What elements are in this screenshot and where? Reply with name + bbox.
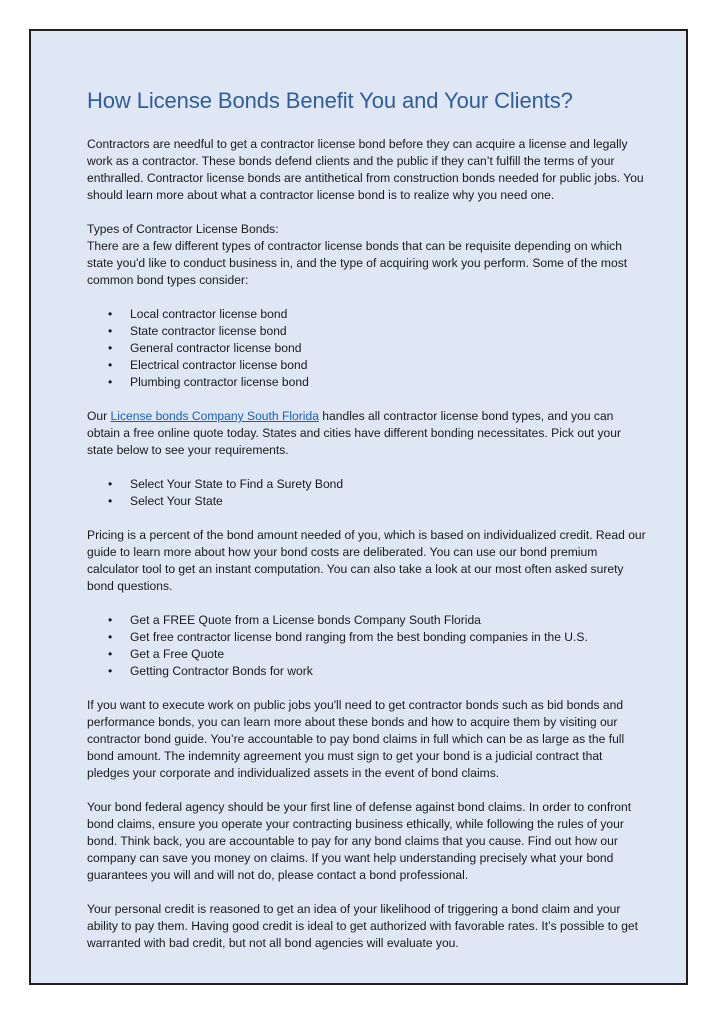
- credit-paragraph: Your personal credit is reasoned to get an idea of your likelihood of triggering a bond claim and your ability to pay them. Having good credit is ideal to get authorized with favorable rates. It’s possible to get warranted with bad credit, but not all bond agencies will evaluate you.: [87, 902, 639, 950]
- document-title: How License Bonds Benefit You and Your Clients?: [87, 88, 573, 113]
- quote-list: [87, 612, 647, 680]
- bullet-icon: •: [108, 477, 113, 491]
- list-item: • Electrical contractor license bond: [108, 358, 308, 372]
- bond-types-list: [87, 306, 647, 391]
- company-prefix: Our: [87, 409, 111, 423]
- bullet-icon: •: [108, 375, 113, 389]
- bullet-icon: •: [108, 358, 113, 372]
- public-jobs-paragraph: If you want to execute work on public jobs you'll need to get contractor bonds such as bid bonds and performance bonds, you can learn more about these bonds and how to acquire them by visiting our contractor bond guide. You’re accountable to pay bond claims in full which can be as large as the full bond amount. The indemnity agreement you must sign to get your bond is a judicial contract that pledges your corporate and individualized assets in the event of bond claims.: [87, 698, 625, 780]
- bullet-icon: •: [108, 307, 113, 321]
- company-suffix: handles all contractor license bond types, and you can obtain a free online quote today. States and cities have different bonding necessitates. Pick out your state below to see your requirements.: [87, 409, 622, 457]
- list-item: • Plumbing contractor license bond: [108, 375, 309, 389]
- document-content: [87, 86, 647, 969]
- agency-paragraph: Your bond federal agency should be your first line of defense against bond claims. In order to confront bond claims, ensure you operate your contracting business ethically, while following the rules of your bond. Think back, you are accountable to pay for any bond claims that you cause. Find out how our company can save you money on claims. If you want help understanding precisely what your bond guarantees you will and will not do, please contact a bond professional.: [87, 800, 632, 882]
- types-section: [87, 221, 647, 289]
- state-list: [87, 476, 647, 510]
- list-item: • Get a Free Quote: [108, 647, 225, 661]
- bullet-icon: •: [108, 647, 113, 661]
- pricing-paragraph: Pricing is a percent of the bond amount needed of you, which is based on individualized credit. Read our guide to learn more about how your bond costs are deliberated. You can use our bond premium calculator tool to get an instant computation. You can also take a look at our most often asked surety bond questions.: [87, 528, 646, 593]
- list-item: • Get a FREE Quote from a License bonds Company South Florida: [108, 613, 481, 627]
- bullet-icon: •: [108, 494, 113, 508]
- list-item: • Select Your State to Find a Surety Bond: [108, 477, 344, 491]
- company-link[interactable]: License bonds Company South Florida: [110, 409, 319, 423]
- types-heading: Types of Contractor License Bonds:: [87, 222, 279, 236]
- list-item: • Getting Contractor Bonds for work: [108, 664, 313, 678]
- intro-paragraph: Contractors are needful to get a contractor license bond before they can acquire a license and legally work as a contractor. These bonds defend clients and the public if they can’t fulfill the terms of your enthralled. Contractor license bonds are antithetical from construction bonds needed for public jobs. You should learn more about what a contractor license bond is to realize why you need one.: [87, 137, 644, 202]
- bullet-icon: •: [108, 613, 113, 627]
- bullet-icon: •: [108, 664, 113, 678]
- bullet-icon: •: [108, 630, 113, 644]
- list-item: • Get free contractor license bond ranging from the best bonding companies in the U.S.: [108, 630, 588, 644]
- list-item: • Select Your State: [108, 494, 223, 508]
- bullet-icon: •: [108, 341, 113, 355]
- company-paragraph: [87, 408, 647, 459]
- types-body: There are a few different types of contractor license bonds that can be requisite depending on which state you'd like to conduct business in, and the type of acquiring work you perform. Some of the most common bond types consider:: [87, 239, 628, 287]
- list-item: • Local contractor license bond: [108, 307, 288, 321]
- bullet-icon: •: [108, 324, 113, 338]
- list-item: • General contractor license bond: [108, 341, 302, 355]
- list-item: • State contractor license bond: [108, 324, 287, 338]
